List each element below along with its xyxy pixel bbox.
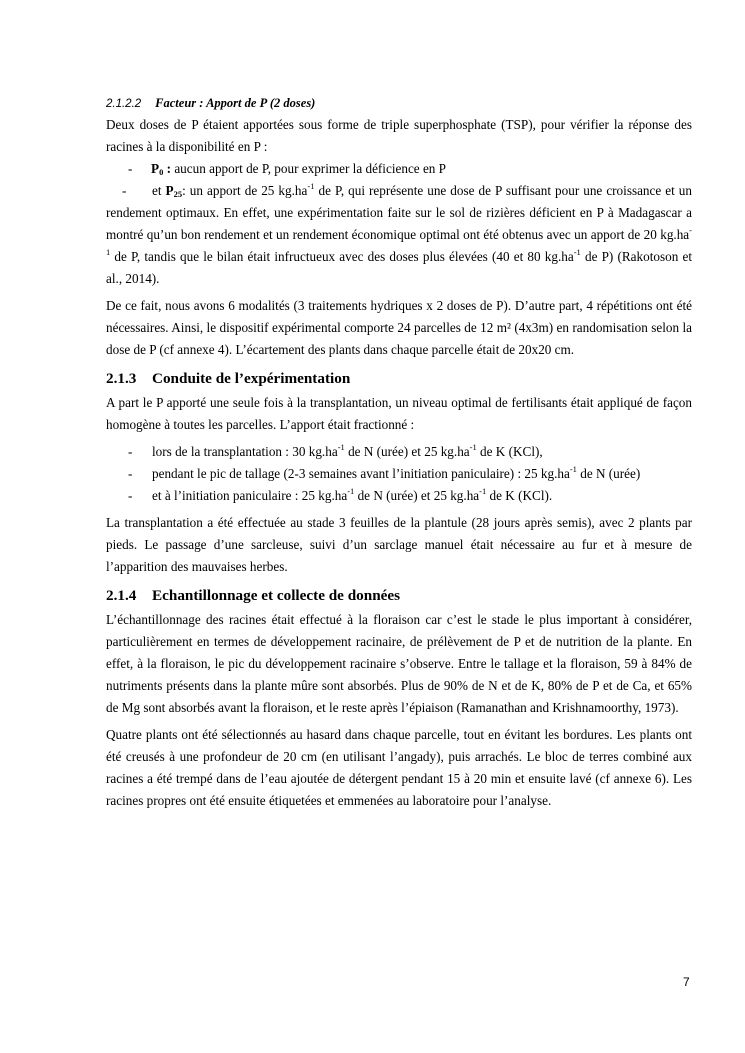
- dose-text-p0: aucun apport de P, pour exprimer la déficience en P: [171, 161, 447, 176]
- list-item-p0: [106, 158, 692, 180]
- list-item-tallage: - pendant le pic de tallage (2-3 semaines avant l’initiation paniculaire) : 25 $kg.ha^{-1}$ de N (urée): [128, 464, 641, 481]
- section-heading-2-1-3: 2.1.3 Conduite de l’expérimentation: [106, 370, 351, 387]
- subsection-number: 2.1.2.2: [106, 98, 142, 110]
- section-heading-2-1-4: 2.1.4 Echantillonnage et collecte de données: [106, 587, 401, 604]
- bullet-dash: -: [128, 161, 133, 176]
- paragraph-plants: Quatre plants ont été sélectionnés au hasard dans chaque parcelle, tout en évitant les bordures. Les plants ont été creusés à une profondeur de 20 cm (en utilisant l’angady), puis arrachés. Le bloc de terres combiné aux racines a été trempé dans de l’eau ajoutée de détergent pendant 15 à 20 min et ensuite lavé (cf annexe 6). Les racines propres ont été ensuite étiquetées et emmenées au laboratoire pour l’analyse.: [106, 727, 692, 808]
- dose-label-p25: $P_{25}$: [165, 183, 183, 199]
- fertilizer-list: [106, 441, 692, 507]
- dose-label-p0: $P_0$ :: [151, 161, 172, 177]
- paragraph-conduite-intro: A part le P apporté une seule fois à la transplantation, un niveau optimal de fertilisants était appliqué de façon homogène à toutes les parcelles. L’apport était fractionné :: [106, 395, 692, 432]
- paragraph-echantillonnage: L’échantillonnage des racines était effectué à la floraison car c’est le stade le plus important à considérer, particulièrement en termes de développement racinaire, de prélèvement de P et de nutrition de la plante. En effet, à la floraison, le pic du développement racinaire s’observe. Entre le tallage et la floraison, 59 à 84% de nutriments présents dans la plante mûre sont absorbés. Plus de 90% de N et de K, 80% de P et de Ca, et 65% de Mg sont absorbés avant la floraison, et le reste après l’épiaison (Ramanathan and Krishnamoorthy, 1973).: [106, 612, 692, 715]
- list-item-initiation: - et à l’initiation paniculaire : 25 $kg.ha^{-1}$ de N (urée) et 25 $kg.ha^{-1}$ de K (KCl).: [128, 486, 553, 503]
- paragraph-transplantation: La transplantation a été effectuée au stade 3 feuilles de la plantule (28 jours après semis), avec 2 plants par pieds. Le passage d’une sarcleuse, suivi d’un sarclage manuel était nécessaire au fur et à mesure de l’apparition des mauvaises herbes.: [106, 515, 692, 574]
- list-item-transplantation: - lors de la transplantation : 30 $kg.ha^{-1}$ de N (urée) et 25 $kg.ha^{-1}$ de K (KCl),: [128, 442, 543, 459]
- paragraph-modalites: De ce fait, nous avons 6 modalités (3 traitements hydriques x 2 doses de P). D’autre part, 4 répétitions ont été nécessaires. Ainsi, le dispositif expérimental comporte 24 parcelles de 12 m² (4x3m) en randomisation selon la dose de P (cf annexe 4). L’écartement des plants dans chaque parcelle était de 20x20 cm.: [106, 298, 692, 357]
- paragraph-doses-intro: Deux doses de P étaient apportées sous forme de triple superphosphate (TSP), pour vérifier la réponse des racines à la disponibilité en P :: [106, 117, 692, 154]
- body-text: [106, 114, 692, 812]
- page-number: 7: [683, 975, 690, 989]
- subsection-title: Facteur : Apport de P (2 doses): [155, 96, 316, 110]
- subsection-heading: [106, 92, 315, 115]
- list-item-p25: - et $P_{25}$: un apport de 25 $kg.ha^{-1}$ de P, qui représente une dose de P suffisant pour une croissance et un rendement optimaux. En effet, une expérimentation faite sur le sol de rizières déficient en P à Madagascar a montré qu’un bon rendement et un rendement économique optimal ont été obtenus avec un apport de 20 $kg.ha^{-1}$ de P, tandis que le bilan était infructueux avec des doses plus élevées (40 et 80 $kg.ha^{-1}$ de P) (Rakotoson et al., 2014).: [106, 181, 692, 286]
